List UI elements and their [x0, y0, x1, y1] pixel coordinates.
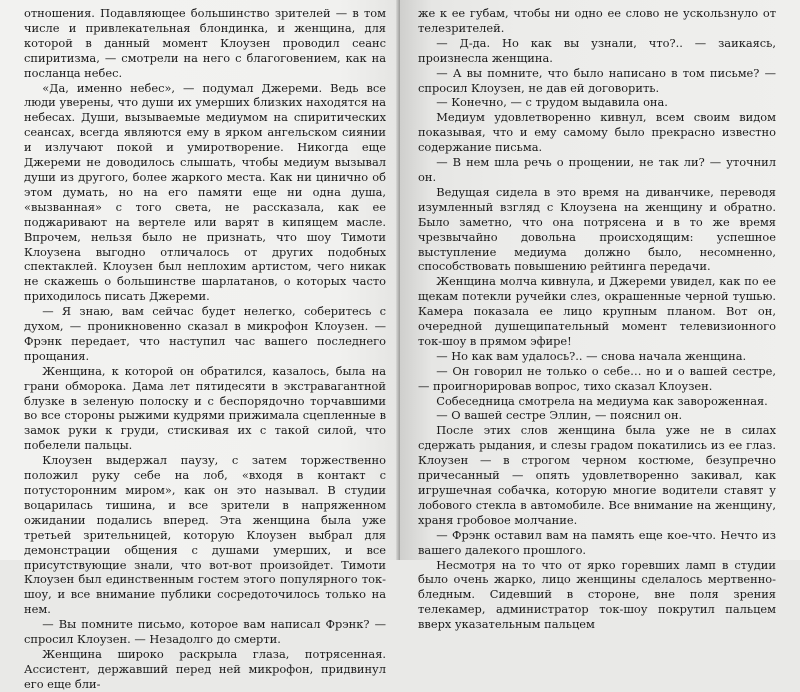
left-paragraph-5: Клоузен выдержал паузу, с затем торжественно положил руку себе на лоб, «входя в контакт с потусторонним миром», как он это называл. В студии воцарилась тишина, и все зрители в напряженном ожидании подались вперед. Эта женщина была уже третьей зрительницей, которую Клоузен выбрал для демонстрации общения с душами умерших, и все присутствующие знали, что вот-вот произойдет. Тимоти Клоузен был единственным гостем этого популярного ток-шоу, и все внимание публики сосредоточилось только на нем. — [24, 453, 386, 617]
right-paragraph-12: — О вашей сестре Эллин, — пояснил он. — [436, 408, 683, 423]
right-paragraph-10: — Он говорил не только о себе… но и о вашей сестре, — проигнорировав вопрос, тихо сказал Клоузен. — [418, 363, 776, 393]
right-paragraph-15: Несмотря на то что от ярко горевших ламп в студии было очень жарко, лицо женщины сделалось мертвенно-бледным. Сидевший в стороне, вне поля зрения телекамер, администратор ток-шоу покрутил пальцем вверх указательным пальцем — [418, 557, 776, 632]
right-paragraph-11: Собеседница смотрела на медиума как завороженная. — [436, 393, 768, 408]
left-paragraph-6: — Вы помните письмо, которое вам написал Фрэнк? — спросил Клоузен. — Незадолго до смерти. — [24, 617, 386, 647]
right-page — [400, 0, 800, 632]
right-paragraph-6: — В нем шла речь о прощении, не так ли? — уточнил он. — [418, 155, 776, 184]
right-paragraph-14: — Фрэнк оставил вам на память еще кое-что. Нечто из вашего далекого прошлого. — [418, 527, 776, 557]
left-paragraph-7: Женщина широко раскрыла глаза, потрясенная. Ассистент, державший перед ней микрофон, придвинул его еще бли- — [24, 646, 386, 691]
left-paragraph-1: отношения. Подавляющее большинство зрителей — в том числе и привлекательная блондинка, и женщина, для которой в данный момент Клоузен проводил сеанс спиритизма, — смотрели на него с благоговением, как на посланца небес. — [24, 6, 386, 80]
right-paragraph-9: — Но как вам удалось?.. — снова начала женщина. — [436, 348, 747, 363]
right-paragraph-3: — А вы помните, что было написано в том письме? — спросил Клоузен, не дав ей договорить. — [418, 65, 776, 95]
right-paragraph-4: — Конечно, — с трудом выдавила она. — [436, 95, 668, 110]
left-paragraph-2: «Да, именно небес», — подумал Джереми. Ведь все люди уверены, что души их умерших близких находятся на небесах. Души, вызываемые медиумом на спиритических сеансах, всегда являются ему в ярком ангельском сиянии и излучают покой и умиротворение. Никогда еще Джереми не доводилось слышать, чтобы медиум вызывал души из другого, более жаркого места. Как ни цинично об этом думать, но на его памяти еще ни одна душа, «вызванная» с того света, не рассказала, как ее поджаривают на вертеле или варят в кипящем масле. Впрочем, нельзя было не признать, что шоу Тимоти Клоузена выгодно отличалось от других подобных спектаклей. Клоузен был неплохим артистом, чего никак не скажешь о большинстве шарлатанов, о которых часто приходилось писать Джереми. — [24, 80, 386, 304]
right-paragraph-5: Медиум удовлетворенно кивнул, всем своим видом показывая, что и ему самому было прекрасно известно содержание письма. — [418, 110, 776, 155]
left-paragraph-4: Женщина, к которой он обратился, казалось, была на грани обморока. Дама лет пятидесяти в экстравагантной блузке в зеленую полоску и с беспорядочно торчавшими во все стороны рыжими кудрями прижимала сцепленные в замок руки к груди, стискивая их с такой силой, что побелели пальцы. — [24, 363, 386, 453]
right-paragraph-1: же к ее губам, чтобы ни одно ее слово не ускользнуло от телезрителей. — [418, 6, 776, 35]
right-paragraph-13: После этих слов женщина была уже не в силах сдержать рыдания, и слезы градом покатились из ее глаз. Клоузен — в строгом черном костюме, безупречно причесанный — опять удовлетворенно закивал, как игрушечная собачка, которую многие водители ставят у лобового стекла в автомобиле. Все внимание на женщину, храня гробовое молчание. — [418, 423, 776, 527]
left-page — [0, 0, 400, 691]
right-paragraph-8: Женщина молча кивнула, и Джереми увидел, как по ее щекам потекли ручейки слез, окрашенные черной тушью. Камера показала ее лицо крупным планом. Вот он, очередной душещипательный момент телевизионного ток-шоу в прямом эфире! — [418, 274, 776, 348]
right-paragraph-2: — Д-да. Но как вы узнали, что?.. — заикаясь, произнесла женщина. — [418, 35, 776, 65]
right-paragraph-7: Ведущая сидела в это время на диванчике, переводя изумленный взгляд с Клоузена на женщину и обратно. Было заметно, что она потрясена и в то же время чрезвычайно довольна происходящим: успешное выступление медиума должно было, несомненно, способствовать повышению рейтинга передачи. — [418, 184, 776, 274]
left-paragraph-3: — Я знаю, вам сейчас будет нелегко, соберитесь с духом, — проникновенно сказал в микрофон Клоузен. — Фрэнк передает, что наступил час вашего последнего прощания. — [24, 304, 386, 363]
